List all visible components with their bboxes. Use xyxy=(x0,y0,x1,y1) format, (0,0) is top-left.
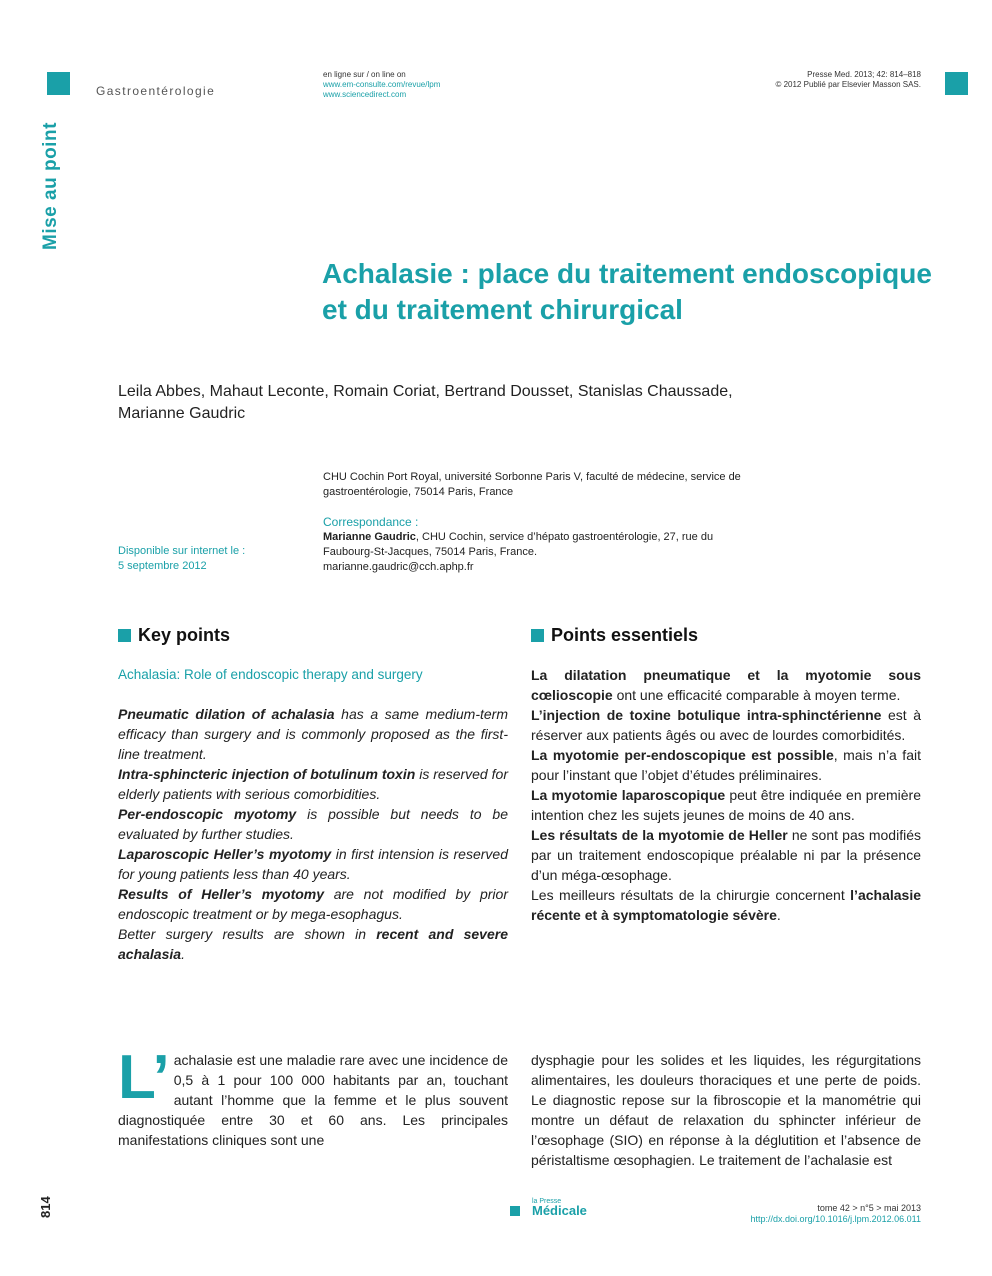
online-label: en ligne sur / on line on xyxy=(323,70,406,79)
page-number: 814 xyxy=(38,1196,53,1218)
affiliation xyxy=(323,470,753,500)
key-points-list xyxy=(118,704,508,964)
point-essentiel-item: L’injection de toxine botulique intra-sphinctérienne est à réserver aux patients âgés ou avec de lourdes comorbidités. xyxy=(531,707,922,743)
logo-big-text: Médicale xyxy=(532,1203,587,1218)
affiliation-line-1: CHU Cochin Port Royal, université Sorbonne Paris V, faculté de médecine, service de xyxy=(323,471,741,483)
heading-square-icon xyxy=(118,629,131,642)
point-essentiel-item: Les meilleurs résultats de la chirurgie concernent l’achalasie récente et à symptomatologie sévère. xyxy=(531,887,921,923)
correspondence-label: Correspondance : xyxy=(323,515,419,529)
correspondence-address-rest: , CHU Cochin, service d’hépato gastroentérologie, 27, rue du xyxy=(415,531,714,543)
em-consulte-link[interactable]: www.em-consulte.com/revue/lpm xyxy=(323,80,441,89)
drop-cap: L’ xyxy=(118,1043,170,1112)
key-points-heading-text: Key points xyxy=(138,625,231,645)
logo-square-icon xyxy=(510,1206,520,1216)
author-list xyxy=(118,381,778,425)
issue-info: tome 42 > n°5 > mai 2013 xyxy=(817,1203,921,1213)
online-availability xyxy=(323,70,440,100)
points-essentiels-list xyxy=(531,665,921,925)
key-points-heading xyxy=(118,625,230,646)
footer-info xyxy=(751,1203,921,1225)
affiliation-line-2: gastroentérologie, 75014 Paris, France xyxy=(323,486,514,498)
body-text-left xyxy=(118,1043,508,1150)
heading-square-icon xyxy=(531,629,544,642)
key-point-item: Pneumatic dilation of achalasia has a same medium-term efficacy than surgery and is commonly proposed as the first-line treatment. xyxy=(118,706,508,762)
key-points-subtitle: Achalasia: Role of endoscopic therapy and surgery xyxy=(118,667,423,682)
title-line-1: Achalasie : place du traitement endoscopique xyxy=(322,258,932,289)
point-essentiel-item: La myotomie laparoscopique peut être indiquée en première intention chez les sujets jeunes de moins de 40 ans. xyxy=(531,787,921,823)
key-point-item: Per-endoscopic myotomy is possible but needs to be evaluated by further studies. xyxy=(118,806,509,842)
sciencedirect-link[interactable]: www.sciencedirect.com xyxy=(323,90,407,99)
point-essentiel-item: Les résultats de la myotomie de Heller ne sont pas modifiés par un traitement endoscopique préalable ni par la présence d’un méga-œsophage. xyxy=(531,827,921,883)
points-essentiels-heading xyxy=(531,625,698,646)
citation-line: Presse Med. 2013; 42: 814–818 xyxy=(807,70,921,79)
body-text-right: dysphagie pour les solides et les liquides, les régurgitations alimentaires, les douleurs thoraciques et une perte de poids. Le diagnostic repose sur la fibroscopie et la manométrie qui montre un défaut de relaxation du sphincter inférieur de l’œsophage (SIO) en réponse à la déglutition et l’absence de péristaltisme œsophagien. Le traitement de l’achalasie est xyxy=(531,1052,921,1168)
doi-link[interactable]: http://dx.doi.org/10.1016/j.lpm.2012.06.011 xyxy=(750,1214,921,1224)
point-essentiel-item: La myotomie per-endoscopique est possible, mais n’a fait pour l’instant que l’objet d’études préliminaires. xyxy=(531,747,921,783)
key-point-item: Better surgery results are shown in recent and severe achalasia. xyxy=(118,926,508,962)
section-label: Gastroentérologie xyxy=(96,84,216,98)
key-point-item: Intra-sphincteric injection of botulinum toxin is reserved for elderly patients with serious comorbidities. xyxy=(118,766,508,802)
key-point-item: Laparoscopic Heller’s myotomy in first intension is reserved for young patients less than 40 years. xyxy=(118,846,508,882)
key-point-item: Results of Heller’s myotomy are not modified by prior endoscopic treatment or by mega-esophagus. xyxy=(118,886,508,922)
title-line-2: et du traitement chirurgical xyxy=(322,294,683,325)
authors-line-1: Leila Abbes, Mahaut Leconte, Romain Coriat, Bertrand Dousset, Stanislas Chaussade, xyxy=(118,383,733,400)
body-paragraph-start: achalasie est une maladie rare avec une incidence de 0,5 à 1 pour 100 000 habitants par an, touchant autant l’homme que la femme et le plus souvent diagnostiquée entre 30 et 60 ans. Les principales manifestations cliniques sont une xyxy=(118,1052,508,1148)
point-essentiel-item: La dilatation pneumatique et la myotomie sous cœlioscopie ont une efficacité comparable à moyen terme. xyxy=(531,667,921,703)
correspondence-email[interactable]: marianne.gaudric@cch.aphp.fr xyxy=(323,561,474,573)
corner-marker-square xyxy=(945,72,968,95)
correspondence xyxy=(323,515,753,575)
availability-label: Disponible sur internet le : xyxy=(118,545,246,557)
article-title xyxy=(322,256,932,328)
availability-date xyxy=(118,544,308,574)
section-marker-square xyxy=(47,72,70,95)
logo-small-text: la Presse xyxy=(532,1198,562,1205)
availability-value: 5 septembre 2012 xyxy=(118,560,207,572)
journal-citation xyxy=(775,70,921,90)
article-type-tag: Mise au point xyxy=(40,122,61,250)
correspondence-address-line-1 xyxy=(323,530,753,545)
correspondence-address-line-2: Faubourg-St-Jacques, 75014 Paris, France. xyxy=(323,546,538,558)
correspondent-name: Marianne Gaudric xyxy=(323,531,416,543)
points-essentiels-heading-text: Points essentiels xyxy=(551,625,699,645)
authors-line-2: Marianne Gaudric xyxy=(118,405,246,422)
copyright-line: © 2012 Publié par Elsevier Masson SAS. xyxy=(775,80,921,89)
